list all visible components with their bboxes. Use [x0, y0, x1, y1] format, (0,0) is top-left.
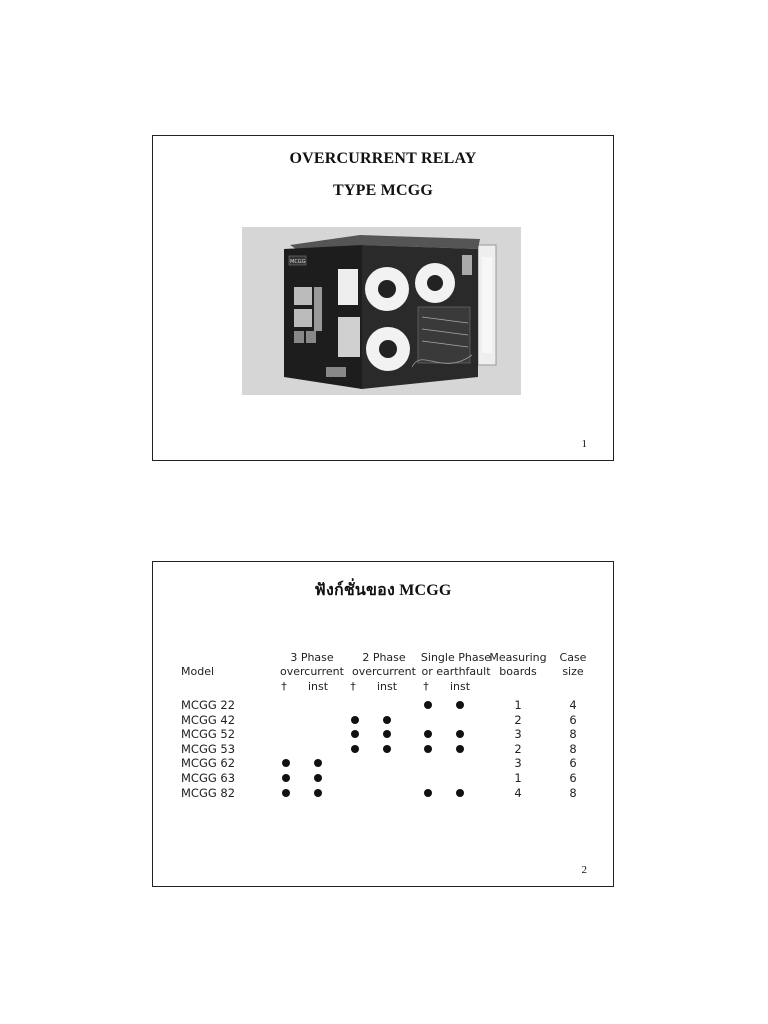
case-cell: 6: [569, 712, 577, 727]
function-dot: [282, 759, 290, 767]
model-cell: MCGG 82: [181, 785, 236, 800]
header-case-line1: Case: [559, 651, 587, 664]
table-row: [181, 727, 611, 742]
header-case-line2: size: [562, 665, 584, 678]
subheader-3phase-inst: inst: [307, 680, 329, 693]
table-row: [181, 713, 611, 728]
function-dot: [424, 745, 432, 753]
model-cell: MCGG 42: [181, 712, 236, 727]
page-number: 2: [581, 864, 587, 876]
relay-illustration: [242, 227, 521, 395]
subheader-single-inst: inst: [449, 680, 471, 693]
slide-title-line2: TYPE MCGG: [332, 182, 434, 199]
function-dot: [351, 716, 359, 724]
slide-title: ฟังก์ชั่นของ MCGG: [314, 582, 452, 599]
header-measuring-line1: Measuring: [489, 651, 547, 664]
case-cell: 6: [569, 771, 577, 785]
relay-front-label: MCGG: [290, 259, 306, 265]
relay-photo: [242, 227, 521, 395]
case-cell: 4: [569, 698, 577, 712]
model-cell: MCGG 52: [181, 727, 236, 742]
header-2phase-line1: 2 Phase: [362, 651, 406, 664]
boards-cell: 2: [514, 741, 522, 756]
table-row: [181, 698, 611, 713]
header-model: Model: [181, 665, 215, 678]
function-dot: [383, 730, 391, 738]
function-dot: [456, 745, 464, 753]
subheader-3phase-dagger: †: [281, 680, 287, 693]
function-dot: [314, 759, 322, 767]
table-row: [181, 756, 611, 771]
boards-cell: 1: [514, 698, 522, 712]
header-2phase-line2: overcurrent: [352, 665, 416, 678]
boards-cell: 3: [514, 727, 522, 742]
model-cell: MCGG 22: [181, 698, 236, 712]
slide-2: [152, 561, 614, 887]
function-dot: [456, 730, 464, 738]
boards-cell: 4: [514, 785, 522, 800]
header-single-phase-line2: or earthfault: [421, 665, 491, 678]
function-dot: [282, 774, 290, 782]
case-cell: 6: [569, 756, 577, 771]
header-single-phase-line1: Single Phase: [420, 651, 492, 664]
subheader-2phase-inst: inst: [376, 680, 398, 693]
case-cell: 8: [569, 727, 577, 742]
function-dot: [282, 789, 290, 797]
function-dot: [383, 745, 391, 753]
boards-cell: 3: [514, 756, 522, 771]
model-cell: MCGG 63: [181, 771, 236, 785]
table-row: [181, 771, 611, 786]
function-dot: [351, 730, 359, 738]
slide-1: [152, 135, 614, 461]
subheader-single-dagger: †: [423, 680, 429, 693]
function-dot: [424, 730, 432, 738]
subheader-2phase-dagger: †: [350, 680, 356, 693]
slide-title-line1: OVERCURRENT RELAY: [289, 150, 477, 167]
model-cell: MCGG 62: [181, 756, 236, 771]
header-3phase-line1: 3 Phase: [290, 651, 334, 664]
function-dot: [424, 701, 432, 709]
page-number: 1: [581, 438, 587, 450]
function-dot: [314, 774, 322, 782]
table-row: [181, 786, 611, 801]
model-cell: MCGG 53: [181, 741, 236, 756]
function-dot: [314, 789, 322, 797]
function-dot: [456, 701, 464, 709]
function-dot: [424, 789, 432, 797]
function-dot: [383, 716, 391, 724]
header-measuring-line2: boards: [499, 665, 537, 678]
header-3phase-line2: overcurrent: [280, 665, 344, 678]
case-cell: 8: [569, 741, 577, 756]
function-dot: [351, 745, 359, 753]
case-cell: 8: [569, 785, 577, 800]
table-row: [181, 742, 611, 757]
boards-cell: 2: [514, 712, 522, 727]
function-dot: [456, 789, 464, 797]
boards-cell: 1: [514, 771, 522, 785]
